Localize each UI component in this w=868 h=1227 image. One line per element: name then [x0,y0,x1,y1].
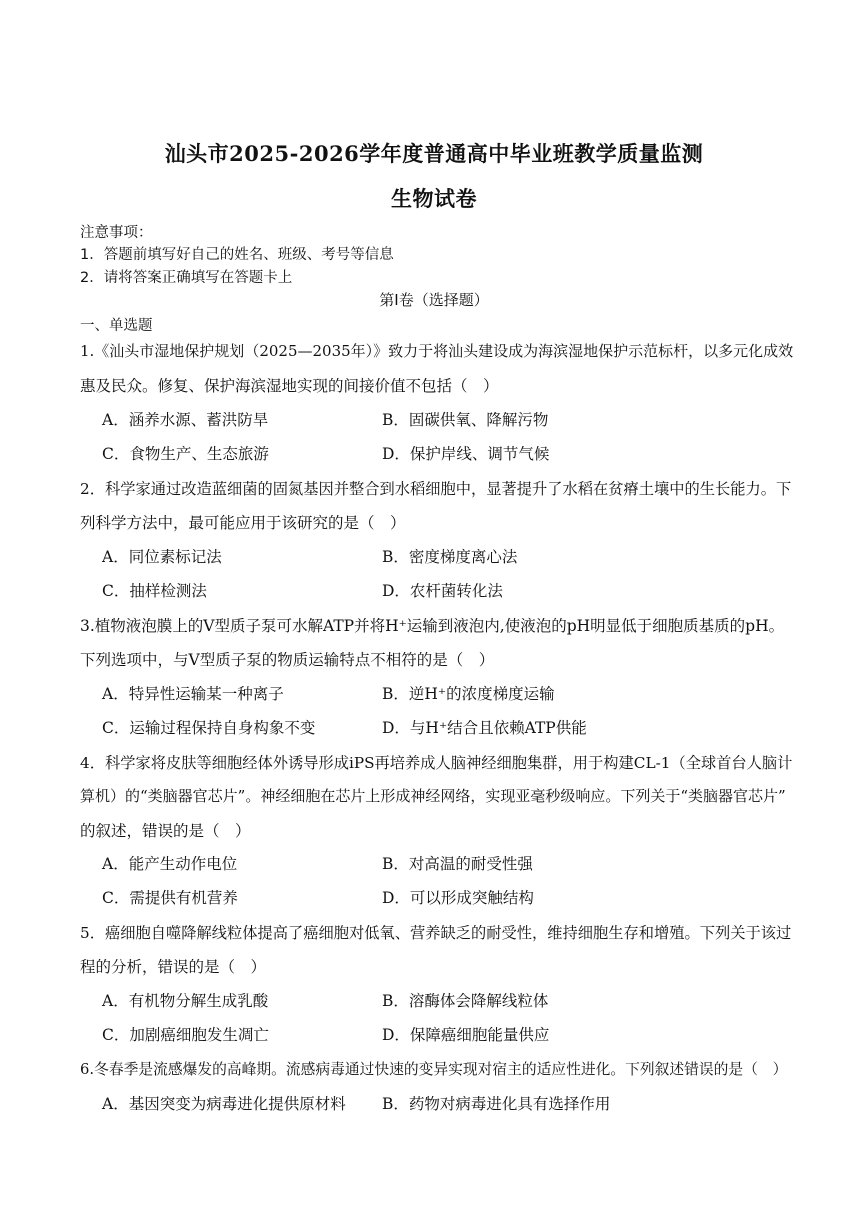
volume-title: 第I卷（选择题） [379,291,489,309]
notice-heading: 注意事项： [80,225,153,241]
question-6-option-b: B．药物对病毒进化具有选择作用 [382,1095,611,1113]
question-1-option-d: D．保护岸线、调节气候 [382,445,550,463]
question-3-option-b: B．逆H⁺的浓度梯度运输 [382,685,555,703]
question-2-option-c: C．抽样检测法 [102,582,207,600]
question-5-option-a: A．有机物分解生成乳酸 [102,992,269,1010]
question-1-line: 惠及民众。修复、保护海滨湿地实现的间接价值不包括（ ） [80,377,499,395]
question-4-option-a: A．能产生动作电位 [102,855,238,873]
question-6-line: 6.冬春季是流感爆发的高峰期。流感病毒通过快速的变异实现对宿主的适应性进化。下列叙述错误的是（ ） [80,1061,788,1078]
page-subtitle: 生物试卷 [391,186,477,211]
question-4-line: 4．科学家将皮肤等细胞经体外诱导形成iPS再培养成人脑神经细胞集群，用于构建CL-1（全球首台人脑计 [80,754,793,772]
question-2-line: 列科学方法中，最可能应用于该研究的是（ ） [80,514,406,532]
page-title: 汕头市2025-2026学年度普通高中毕业班教学质量监测 [164,141,704,166]
question-5-line: 5．癌细胞自噬降解线粒体提高了癌细胞对低氧、营养缺乏的耐受性，维持细胞生存和增殖。下列关于该过 [80,924,792,942]
question-5-option-c: C．加剧癌细胞发生凋亡 [102,1026,269,1044]
question-2-option-b: B．密度梯度离心法 [382,548,518,566]
question-4-option-d: D．可以形成突触结构 [382,889,534,907]
question-5-line: 程的分析，错误的是（ ） [80,958,267,976]
question-4-line: 的叙述，错误的是（ ） [80,822,251,840]
question-4-line: 算机）的“类脑器官芯片”。神经细胞在芯片上形成神经网络，实现亚毫秒级响应。下列关于“类脑器官芯片” [80,787,786,805]
section-title: 一、单选题 [80,318,153,334]
question-2-line: 2．科学家通过改造蓝细菌的固氮基因并整合到水稻细胞中，显著提升了水稻在贫瘠土壤中的生长能力。下 [80,480,792,498]
question-3-line: 3.植物液泡膜上的V型质子泵可水解ATP并将H⁺运输到液泡内,使液泡的pH明显低于细胞质基质的pH。 [80,617,785,635]
question-3-option-c: C．运输过程保持自身构象不变 [102,719,316,737]
question-3-line: 下列选项中，与V型质子泵的物质运输特点不相符的是（ ） [80,651,495,669]
question-3-option-a: A．特异性运输某一种离子 [102,685,284,703]
question-5-option-d: D．保障癌细胞能量供应 [382,1026,550,1044]
notice-item: 2．请将答案正确填写在答题卡上 [80,270,293,286]
question-5-option-b: B．溶酶体会降解线粒体 [382,992,549,1010]
question-1-line: 1.《汕头市湿地保护规划（2025—2035年）》致力于将汕头建设成为海滨湿地保护示范标杆，以多元化成效 [80,342,794,360]
question-1-option-b: B．固碳供氧、降解污物 [382,411,549,429]
question-2-option-a: A．同位素标记法 [102,548,222,566]
question-4-option-b: B．对高温的耐受性强 [382,855,533,873]
question-6-option-a: A．基因突变为病毒进化提供原材料 [102,1095,346,1113]
question-3-option-d: D．与H⁺结合且依赖ATP供能 [382,719,587,737]
question-2-option-d: D．农杆菌转化法 [382,582,503,600]
question-1-option-c: C．食物生产、生态旅游 [102,445,269,463]
question-1-option-a: A．涵养水源、蓄洪防旱 [102,411,269,429]
notice-item: 1．答题前填写好自己的姓名、班级、考号等信息 [80,247,394,263]
question-4-option-c: C．需提供有机营养 [102,889,238,907]
